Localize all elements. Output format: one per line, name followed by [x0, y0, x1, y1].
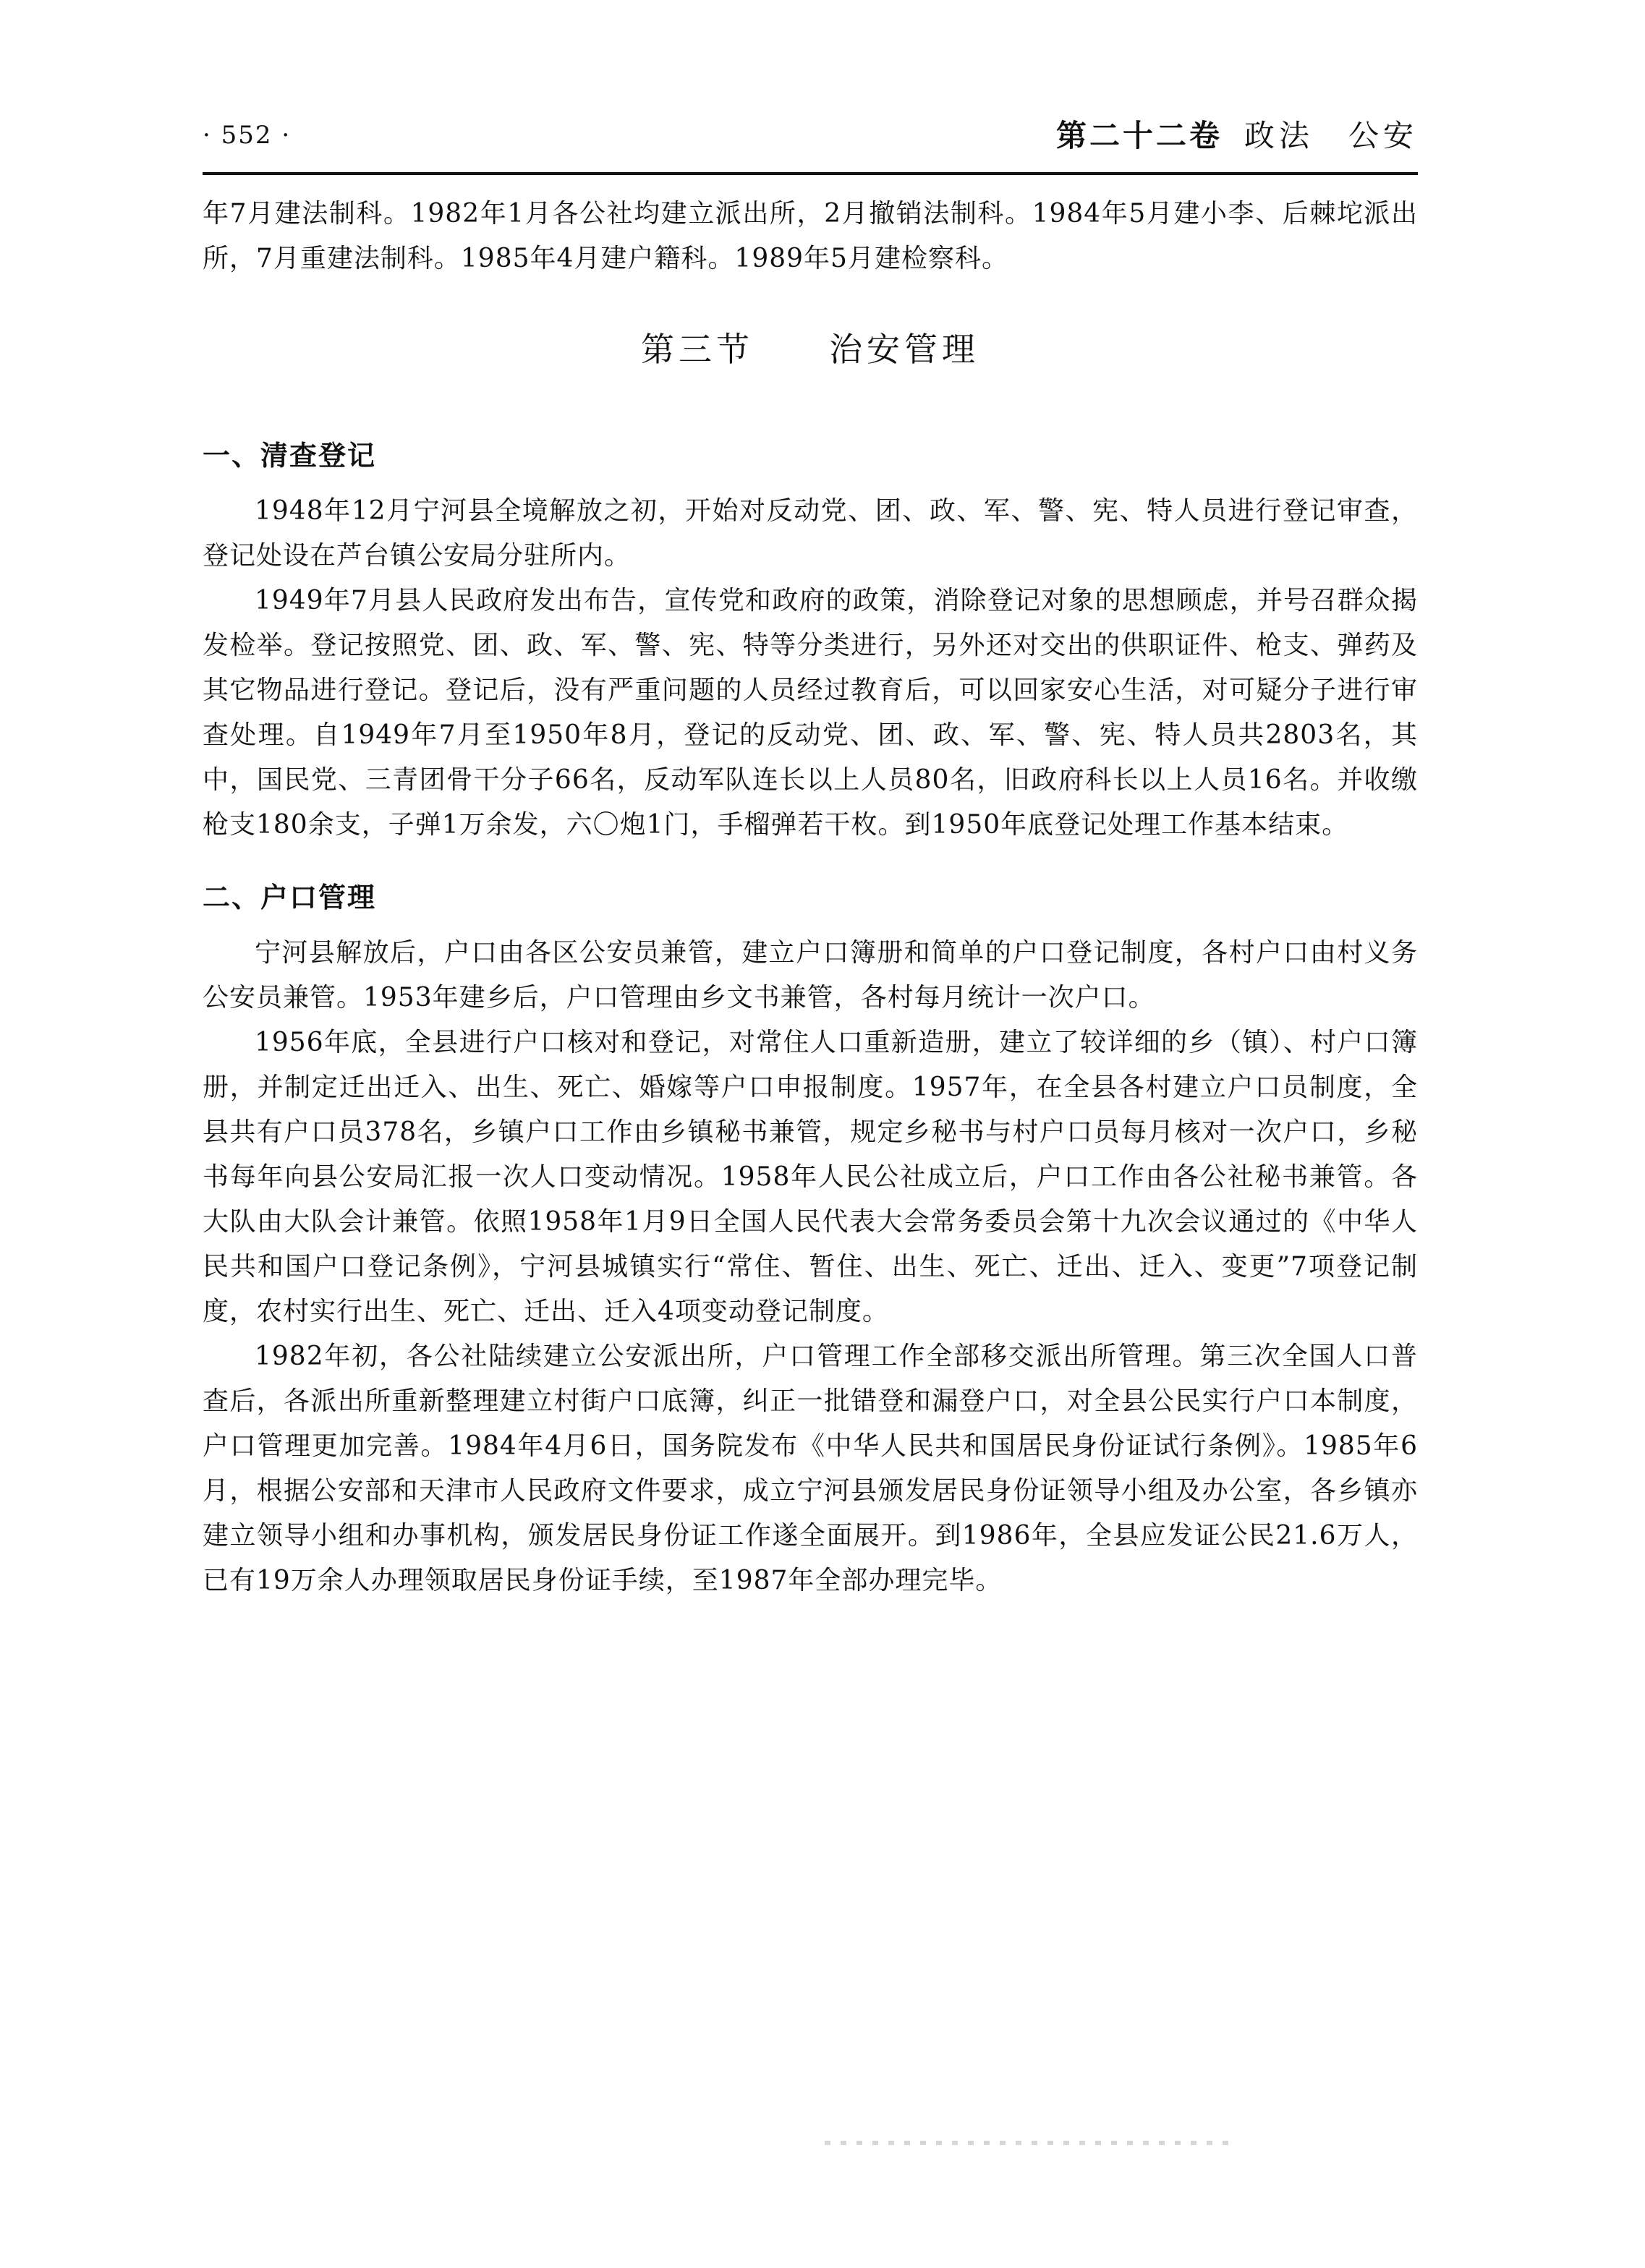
- page-body: [203, 192, 1418, 1603]
- paragraph: 宁河县解放后，户口由各区公安员兼管，建立户口簿册和简单的户口登记制度，各村户口由村义务公安员兼管。1953年建乡后，户口管理由乡文书兼管，各村每月统计一次户口。: [203, 938, 1418, 1012]
- intro-paragraph: 年7月建法制科。1982年1月各公社均建立派出所，2月撤销法制科。1984年5月建小李、后棘坨派出所，7月重建法制科。1985年4月建户籍科。1989年5月建检察科。: [203, 199, 1418, 273]
- subsection-heading-registration: 一、清查登记: [203, 440, 377, 472]
- page-header: [203, 112, 1418, 163]
- page-number: · 552 ·: [203, 121, 292, 150]
- subsection-heading-household: 二、户口管理: [203, 882, 377, 913]
- paragraph: 1956年底，全县进行户口核对和登记，对常住人口重新造册，建立了较详细的乡（镇）、村户口簿册，并制定迁出迁入、出生、死亡、婚嫁等户口申报制度。1957年，在全县各村建立户口员制度，全县共有户口员378名，乡镇户口工作由乡镇秘书兼管，规定乡秘书与村户口员每月核对一次户口，乡秘书每年向县公安局汇报一次人口变动情况。1958年人民公社成立后，户口工作由各公社秘书兼管。各大队由大队会计兼管。依照1958年1月9日全国人民代表大会常务委员会第十九次会议通过的《中华人民共和国户口登记条例》，宁河县城镇实行“常住、暂住、出生、死亡、迁出、迁入、变更”7项登记制度，农村实行出生、死亡、迁出、迁入4项变动登记制度。: [203, 1028, 1418, 1326]
- volume-number: 第二十二卷: [1055, 118, 1223, 153]
- volume-subject: 政法 公安: [1244, 118, 1418, 153]
- paragraph: 1982年初，各公社陆续建立公安派出所，户口管理工作全部移交派出所管理。第三次全国人口普查后，各派出所重新整理建立村街户口底簿，纠正一批错登和漏登户口，对全县公民实行户口本制度，户口管理更加完善。1984年4月6日，国务院发布《中华人民共和国居民身份证试行条例》。1985年6月，根据公安部和天津市人民政府文件要求，成立宁河县颁发居民身份证领导小组及办公室，各乡镇亦建立领导小组和办事机构，颁发居民身份证工作遂全面展开。到1986年，全县应发证公民21.6万人，已有19万余人办理领取居民身份证手续，至1987年全部办理完毕。: [203, 1342, 1418, 1595]
- volume-title: [1056, 112, 1418, 155]
- header-rule: [203, 172, 1418, 175]
- paragraph: 1949年7月县人民政府发出布告，宣传党和政府的政策，消除登记对象的思想顾虑，并号召群众揭发检举。登记按照党、团、政、军、警、宪、特等分类进行，另外还对交出的供职证件、枪支、弹药及其它物品进行登记。登记后，没有严重问题的人员经过教育后，可以回家安心生活，对可疑分子进行审查处理。自1949年7月至1950年8月，登记的反动党、团、政、军、警、宪、特人员共2803名，其中，国民党、三青团骨干分子66名，反动军队连长以上人员80名，旧政府科长以上人员16名。并收缴枪支180余支，子弹1万余发，六〇炮1门，手榴弹若干枚。到1950年底登记处理工作基本结束。: [203, 586, 1418, 840]
- paragraph: 1948年12月宁河县全境解放之初，开始对反动党、团、政、军、警、宪、特人员进行登记审查，登记处设在芦台镇公安局分驻所内。: [203, 496, 1418, 571]
- section-title: 第三节 治安管理: [641, 330, 979, 369]
- scan-artifact: [825, 2141, 1230, 2145]
